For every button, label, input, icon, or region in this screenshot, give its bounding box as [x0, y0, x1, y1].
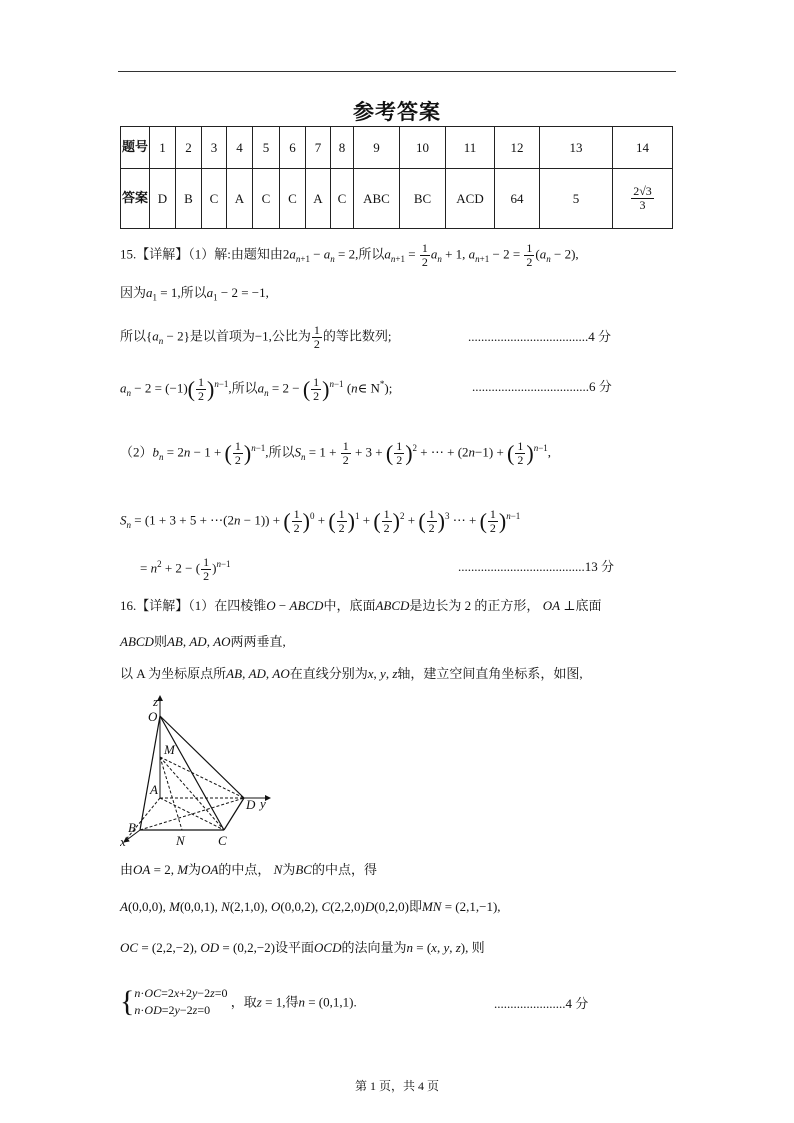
- table-cell: 5: [540, 169, 613, 229]
- answer-table: [120, 126, 673, 229]
- table-cell: ACD: [446, 169, 495, 229]
- table-cell: C: [253, 169, 280, 229]
- q15-line2: 因为$a_1 = 1$,所以$a_1 - 2 = -1$,: [120, 285, 269, 303]
- table-cell: B: [176, 169, 202, 229]
- label-x: x: [120, 834, 126, 849]
- row-label-answer: 答案: [121, 169, 150, 229]
- edge-OB: [140, 716, 160, 830]
- table-cell: D: [150, 169, 176, 229]
- table-cell: 5: [253, 127, 280, 169]
- page-footer: 第 1 页，共 4 页: [354, 1079, 439, 1093]
- q15-line5: $(2)b_n = 2n - 1$ + ( $\frac{1}{2}$ )$^{n-1}$,所以$S_n = 1$ + $\frac{1}{2}$ + 3 + ( $\frac{1}{2}$ )$^2$ + ⋯ + (2n−1) + ( $\frac{1}{2}$ )$^{n-1}$,: [120, 438, 552, 467]
- table-cell: 6: [280, 127, 306, 169]
- table-cell: 8: [331, 127, 354, 169]
- table-cell: 3: [202, 127, 227, 169]
- table-cell: 1: [150, 127, 176, 169]
- q16-line1: 16.【详解】（1）在四棱锥O − ABCD中，底面ABCD是边长为 2 的正方形， OA ⊥底面: [120, 598, 602, 613]
- label-N: N: [176, 833, 185, 848]
- table-cell: 14: [613, 127, 673, 169]
- score-q16-1: ......................4 分: [494, 996, 589, 1011]
- table-cell: 9: [354, 127, 400, 169]
- row-label-number: 题号: [121, 127, 150, 169]
- table-cell: 11: [446, 127, 495, 169]
- q16-line4: 由OA = 2, M为OA的中点， N为BC的中点，得: [120, 862, 377, 877]
- table-cell: 2: [176, 127, 202, 169]
- header-rule: [118, 71, 676, 72]
- pyramid-figure: [120, 690, 280, 850]
- q16-line2: ABCD则AB, AD, AO两两垂直,: [120, 634, 286, 649]
- table-cell: 12: [495, 127, 540, 169]
- label-z: z: [153, 694, 159, 709]
- score-q15-3: .......................................13 分: [458, 559, 615, 574]
- table-cell: C: [202, 169, 227, 229]
- label-B: B: [128, 820, 136, 835]
- table-cell: A: [306, 169, 331, 229]
- table-cell: BC: [400, 169, 446, 229]
- table-cell: 10: [400, 127, 446, 169]
- table-cell: 13: [540, 127, 613, 169]
- table-cell: A: [227, 169, 253, 229]
- q15-line3: 所以$\{a_n - 2\}$是以首项为−1,公比为 $\frac{1}{2}$ 的等比数列;: [120, 323, 392, 351]
- score-q15-2: ....................................6 分: [472, 379, 612, 394]
- q16-line5: A(0,0,0), M(0,0,1), N(2,1,0), O(0,0,2), C(2,2,0)D(0,2,0)即MN = (2,1,−1),: [120, 899, 501, 914]
- table-cell-fraction: $\frac{2√3}{3}$: [613, 169, 673, 229]
- segment-MN: [160, 757, 182, 830]
- q16-line6: OC = (2,2,−2), OD = (0,2,−2)设平面OCD的法向量为n = (x, y, z), 则: [120, 940, 485, 955]
- q16-line7: {n·OC=2x+2y−2z=0 n·OD=2y−2z=0 ，取z = 1,得n = (0,1,1).: [120, 985, 357, 1018]
- table-cell: C: [331, 169, 354, 229]
- table-cell: 4: [227, 127, 253, 169]
- score-q15-1: .....................................4 分: [468, 329, 612, 344]
- q15-line1: 15.【详解】（1）解:由题知由$2a_{n+1} - a_n = 2$,所以$a_{n+1}$ = $\frac{1}{2}$ $a_n + 1$, $a_{n+1} - 2$ = $\frac{1}{2}$ $(a_n - 2)$,: [120, 241, 579, 269]
- label-A: A: [150, 782, 158, 797]
- page-title: 参考答案: [353, 100, 441, 124]
- q16-line3: 以 A 为坐标原点所AB, AD, AO在直线分别为x, y, z轴，建立空间直角坐标系，如图,: [120, 666, 583, 681]
- label-y: y: [260, 796, 266, 811]
- q15-line4: $a_n - 2 = (-1)$( $\frac{1}{2}$ )$^{n-1}$,所以$a_n = 2$ − ( $\frac{1}{2}$ )$^{n-1}$ (n∈ N*);: [120, 374, 393, 403]
- table-cell: C: [280, 169, 306, 229]
- label-O: O: [148, 709, 158, 724]
- q15-line7: = $n^2 + 2$ − ( $\frac{1}{2}$ )$^{n-1}$: [140, 554, 231, 583]
- label-C: C: [218, 833, 227, 848]
- segment-MC: [160, 757, 224, 830]
- label-D: D: [246, 797, 256, 812]
- table-cell: 7: [306, 127, 331, 169]
- table-cell: 64: [495, 169, 540, 229]
- table-cell: ABC: [354, 169, 400, 229]
- edge-OD: [160, 716, 244, 798]
- label-M: M: [164, 742, 175, 757]
- q15-line6: $S_n = (1 + 3 + 5$ + ⋯(2n − 1)) + ( $\frac{1}{2}$ )$^0$ + ( $\frac{1}{2}$ )$^1$ + ( $\frac{1}{2}$ )$^2$ + ( $\frac{1}{2}$ )$^3$ ⋯ + ( $\frac{1}{2}$ )$^{n-1}$: [120, 506, 521, 535]
